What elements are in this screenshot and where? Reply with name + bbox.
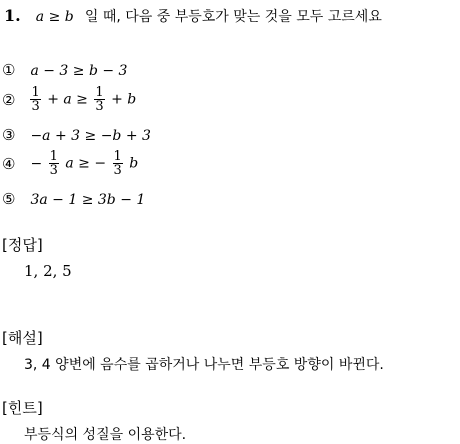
explanation-text: 3, 4 양변에 음수를 곱하거나 나누면 부등호 방향이 바뀐다. [24, 357, 384, 373]
option-4 [2, 150, 138, 177]
option-expression: 3a − 1 ≥ 3b − 1 [30, 192, 146, 208]
question-number: 1. [4, 6, 21, 25]
question-text: 일 때, 다음 중 부등호가 맞는 것을 모두 고르세요 [84, 9, 382, 25]
option-expression-lead: − [30, 155, 43, 172]
option-marker: ③ [2, 126, 16, 144]
hint-label: [힌트] [2, 399, 43, 417]
question-condition: a ≥ b [35, 9, 74, 25]
option-expression-mid: a ≥ − [65, 155, 107, 172]
option-marker: ⑤ [2, 190, 16, 208]
option-expression-tail: + b [111, 91, 137, 108]
option-expression: −a + 3 ≥ −b + 3 [30, 128, 151, 144]
fraction: $\frac{1}{3}$ [49, 149, 58, 178]
fraction: $\frac{1}{3}$ [113, 149, 122, 178]
option-marker: ① [2, 61, 16, 79]
option-3 [2, 126, 151, 144]
option-1 [2, 61, 127, 79]
option-expression: a − 3 ≥ b − 3 [30, 63, 128, 79]
question-line [4, 6, 382, 26]
option-5 [2, 190, 145, 208]
option-marker: ② [2, 90, 16, 109]
option-expression-mid: + a ≥ [47, 91, 88, 108]
answer-text: 1, 2, 5 [24, 262, 72, 280]
fraction: $\frac{1}{3}$ [31, 85, 40, 114]
explanation-label: [해설] [2, 329, 43, 347]
option-2 [2, 86, 136, 113]
hint-text: 부등식의 성질을 이용한다. [24, 427, 187, 443]
option-expression-tail: b [129, 155, 139, 172]
option-marker: ④ [2, 154, 16, 173]
answer-label: [정답] [2, 236, 43, 254]
fraction: $\frac{1}{3}$ [95, 85, 104, 114]
